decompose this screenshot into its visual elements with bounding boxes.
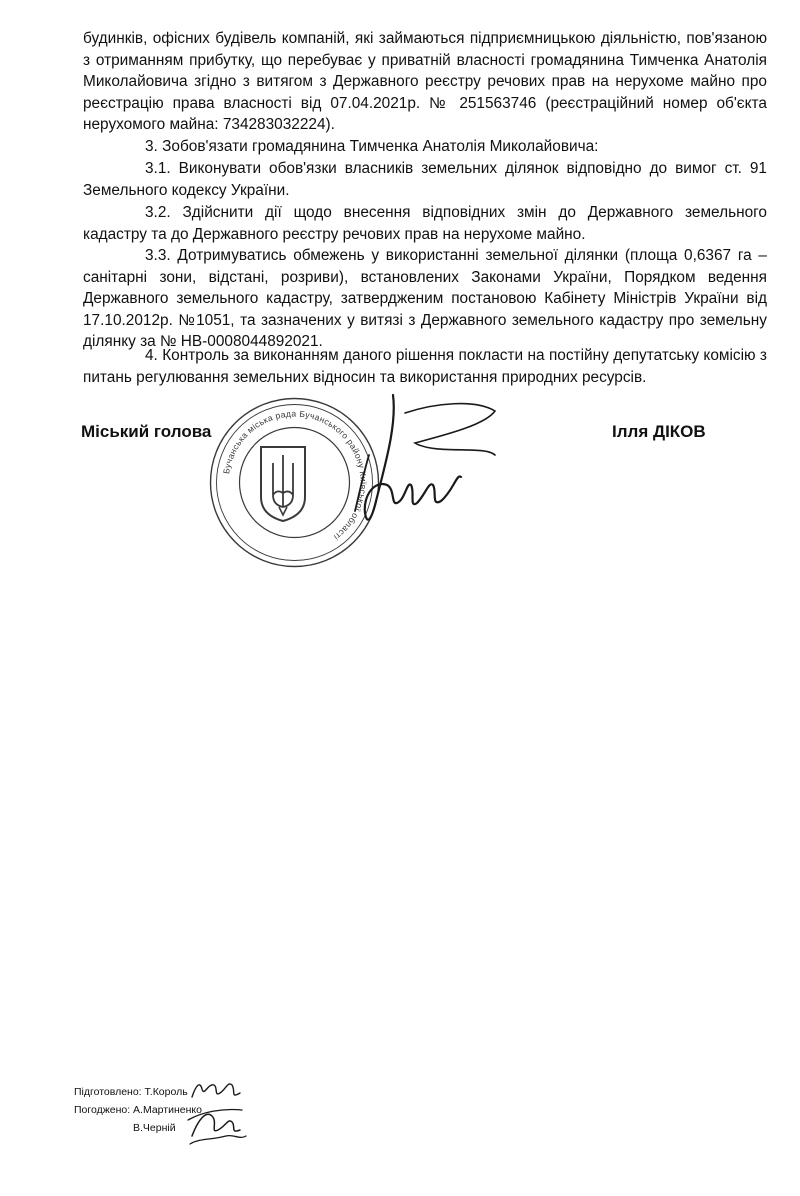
prepared-by: Підготовлено: Т.Король	[74, 1086, 188, 1098]
paragraph-3-2: 3.2. Здійснити дії щодо внесення відповідних змін до Державного земельного кадастру та до Державного реєстру речових прав на нерухоме майно.	[83, 204, 767, 243]
signatory-name: Ілля ДІКОВ	[612, 422, 706, 441]
mayor-handwritten-signature	[345, 385, 500, 535]
paragraph-3-3: 3.3. Дотримуватись обмежень у використанні земельної ділянки (площа 0,6367 га – санітарні зони, відстані, розриви), встановлених Законами України, Порядком ведення Державного земельного кадастру, затвердженим постановою Кабінету Міністрів України від 17.10.2012р. №1051, та зазначених у витязі з Державного земельного кадастру про земельну ділянку за № НВ-0008044892021.	[83, 247, 767, 350]
signatory-title: Міський голова	[81, 422, 212, 441]
stamp-ring-text: Бучанська міська рада Бучанського району Київської області	[221, 408, 369, 543]
paragraph-3: 3. Зобов'язати громадянина Тимченка Анатолія Миколайовича:	[145, 138, 599, 155]
paragraph-4: 4. Контроль за виконанням даного рішення покласти на постійну депутатську комісію з питань регулювання земельних відносин та використання природних ресурсів.	[83, 347, 767, 386]
agreed-by: Погоджено: А.Мартиненко	[74, 1104, 202, 1116]
agreed-signatures	[182, 1100, 252, 1148]
agreed-by-2: В.Черній	[133, 1122, 176, 1134]
coat-of-arms-icon	[261, 447, 305, 521]
paragraph-continuation: будинків, офісних будівель компаній, які займаються підприємницькою діяльністю, пов'язаною з отриманням прибутку, що перебуває у приватній власності громадянина Тимченка Анатолія Миколайовича згідно з витягом з Державного реєстру речових прав на нерухоме майно про реєстрацію права власності від 07.04.2021р. № 251563746 (реєстраційний номер об'єкта нерухомого майна: 734283032224).	[83, 30, 767, 133]
paragraph-3-1: 3.1. Виконувати обов'язки власників земельних ділянок відповідно до вимог ст. 91 Земельного кодексу України.	[83, 160, 767, 199]
